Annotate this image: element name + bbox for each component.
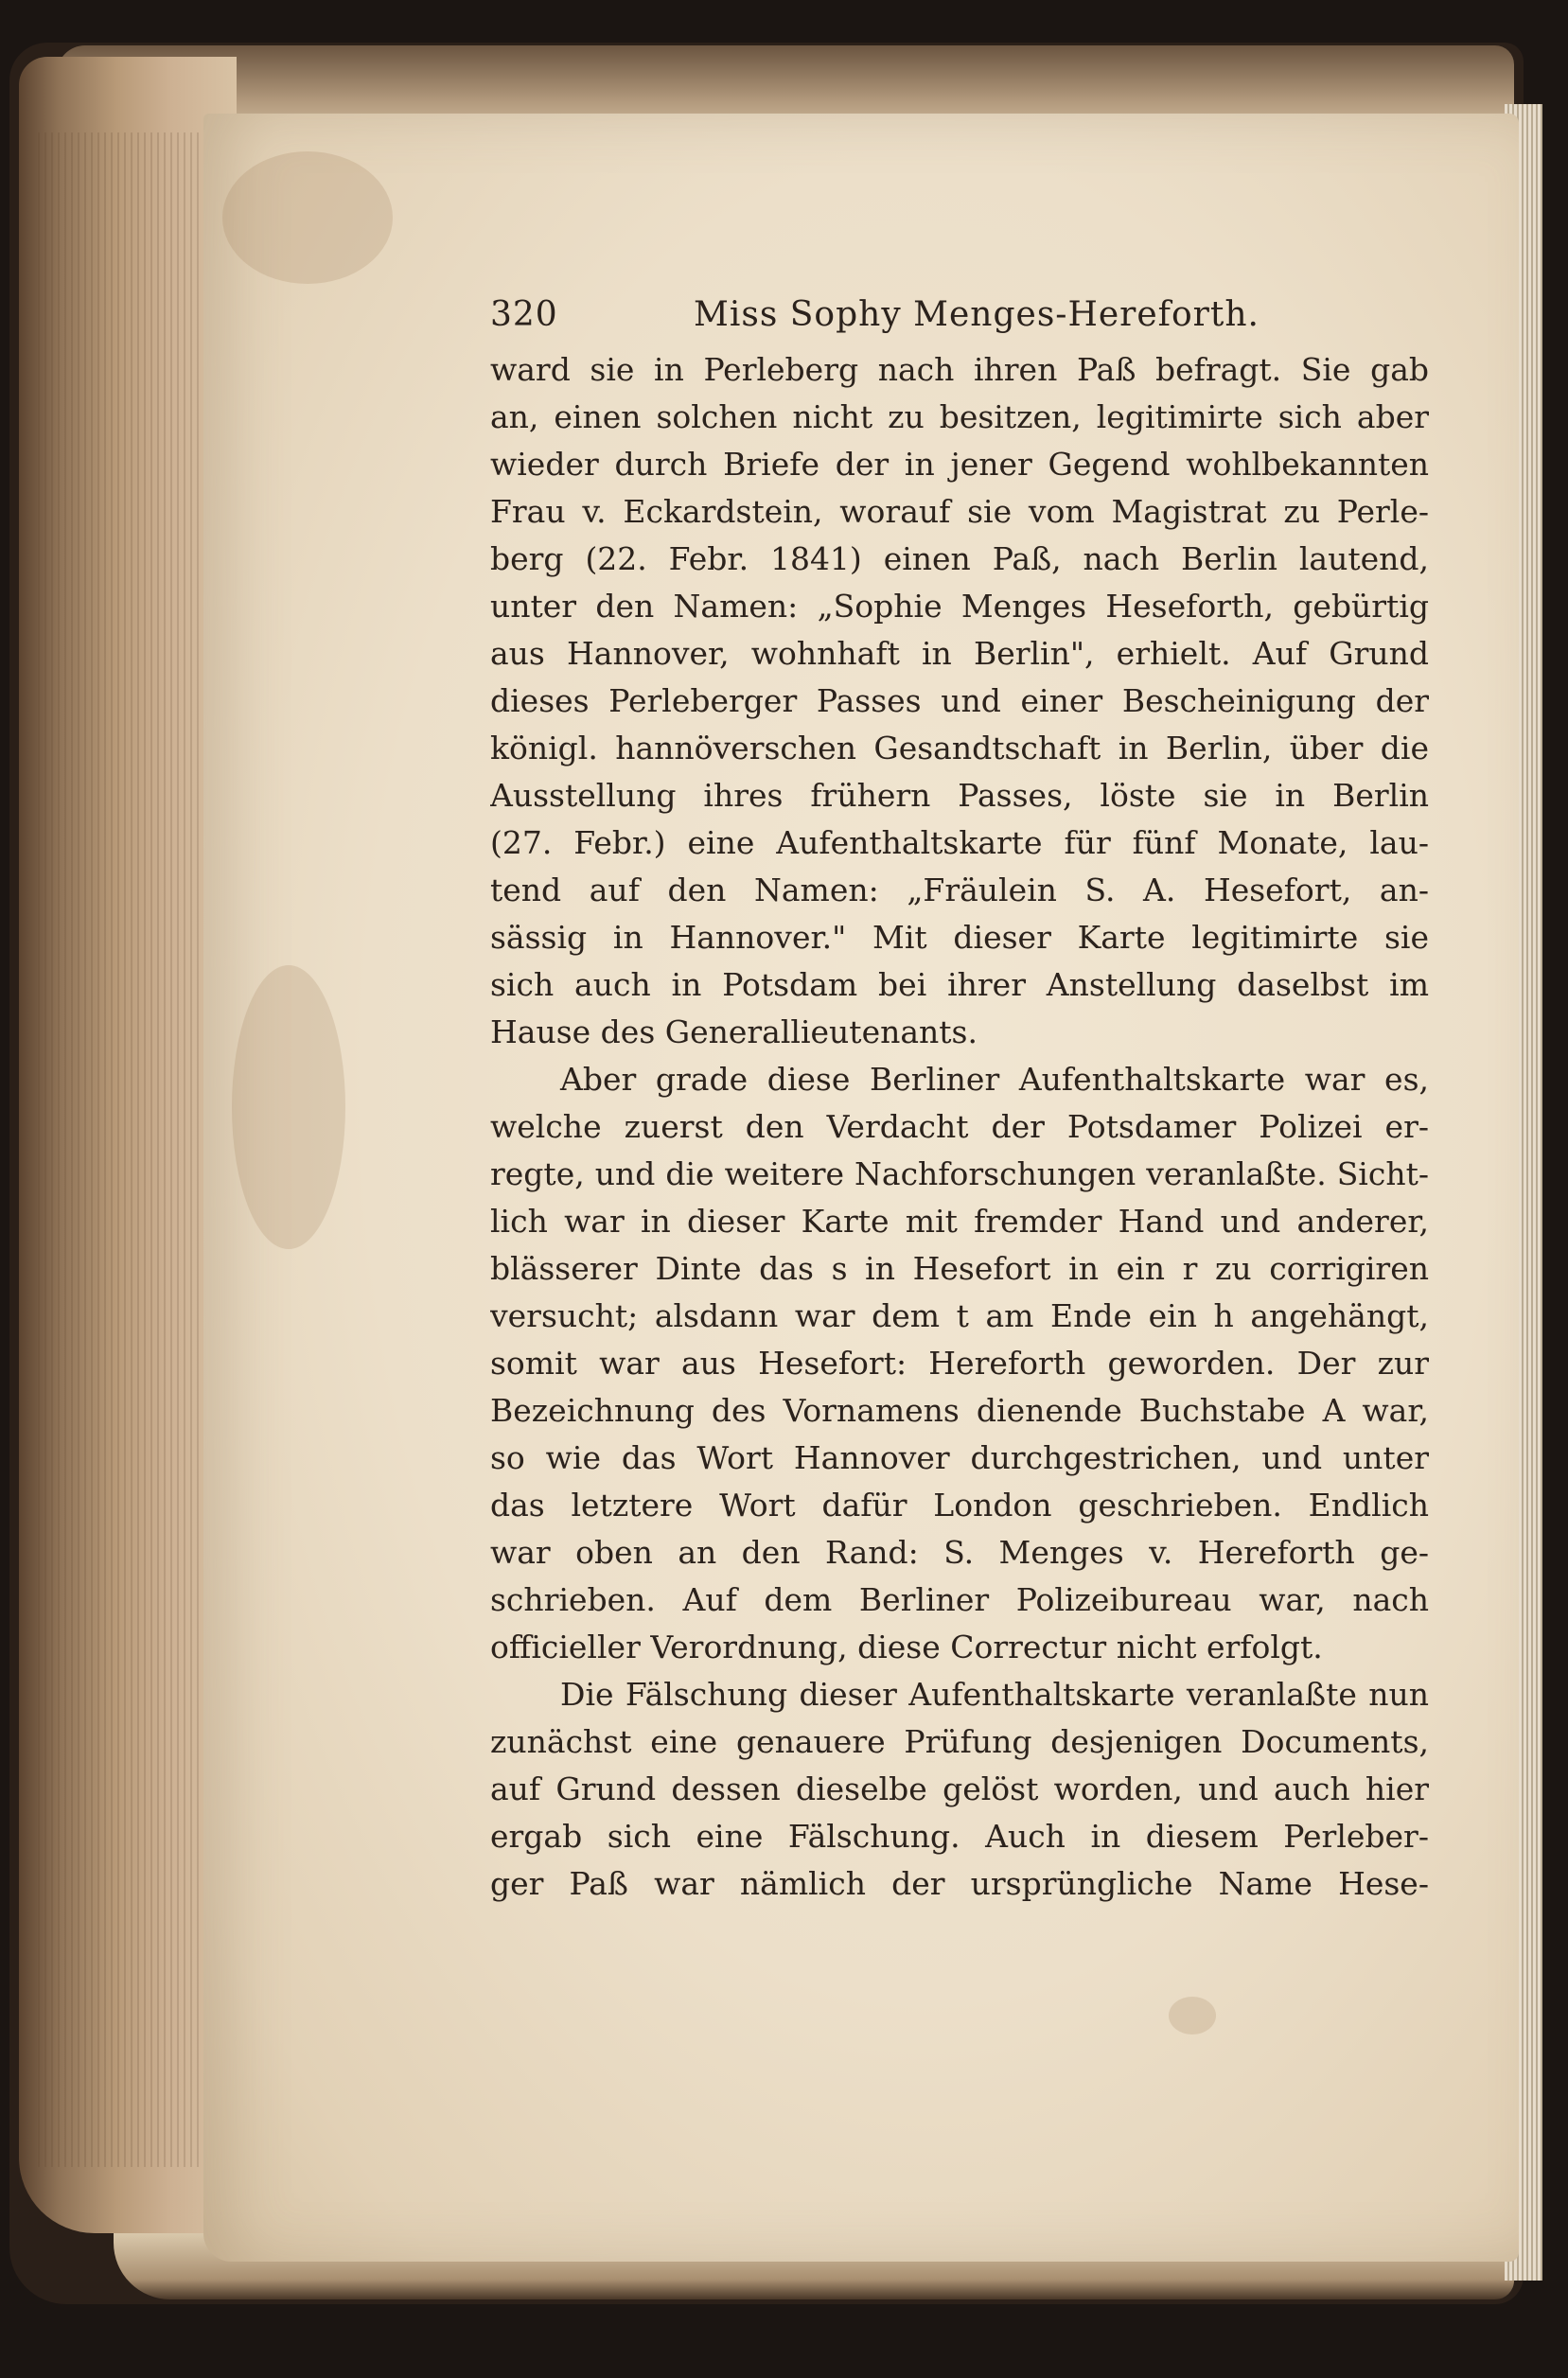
text-line: königl. hannöverschen Gesandtschaft in Berlin, über die xyxy=(490,730,1429,766)
text-line: so wie das Wort Hannover durchgestrichen, und unter xyxy=(490,1439,1429,1476)
text-line: ergab sich eine Fälschung. Auch in diesem Perleber- xyxy=(490,1818,1429,1855)
text-line: tend auf den Namen: „Fräulein S. A. Hesefort, an- xyxy=(490,872,1429,908)
text-line: berg (22. Febr. 1841) einen Paß, nach Berlin lautend, xyxy=(490,540,1429,577)
text-line: regte, und die weitere Nachforschungen veranlaßte. Sicht- xyxy=(490,1155,1429,1192)
paragraph xyxy=(490,346,1429,1056)
text-line: unter den Namen: „Sophie Menges Heseforth, gebürtig xyxy=(490,588,1429,625)
text-line: zunächst eine genauere Prüfung desjenigen Documents, xyxy=(490,1723,1429,1760)
text-line: Bezeichnung des Vornamens dienende Buchstabe A war, xyxy=(490,1392,1429,1429)
text-line: war oben an den Rand: S. Menges v. Hereforth ge- xyxy=(490,1534,1429,1571)
text-line: blässerer Dinte das s in Hesefort in ein r zu corrigiren xyxy=(490,1250,1429,1287)
text-line: (27. Febr.) eine Aufenthaltskarte für fünf Monate, lau- xyxy=(490,824,1429,861)
text-line: auf Grund dessen dieselbe gelöst worden, und auch hier xyxy=(490,1770,1429,1807)
text-line: ger Paß war nämlich der ursprüngliche Name Hese- xyxy=(490,1865,1429,1902)
text-line: versucht; alsdann war dem t am Ende ein h angehängt, xyxy=(490,1297,1429,1334)
text-line: somit war aus Hesefort: Hereforth geworden. Der zur xyxy=(490,1345,1429,1382)
text-line: Die Fälschung dieser Aufenthaltskarte veranlaßte nun xyxy=(560,1676,1429,1713)
text-line: welche zuerst den Verdacht der Potsdamer Polizei er- xyxy=(490,1108,1429,1145)
text-line: Aber grade diese Berliner Aufenthaltskarte war es, xyxy=(560,1061,1429,1098)
text-line: Hause des Generallieutenants. xyxy=(490,1013,978,1050)
text-line: an, einen solchen nicht zu besitzen, legitimirte sich aber xyxy=(490,398,1429,435)
text-line: sässig in Hannover." Mit dieser Karte legitimirte sie xyxy=(490,919,1429,956)
text-line: Frau v. Eckardstein, worauf sie vom Magistrat zu Perle- xyxy=(490,493,1429,530)
paper-stain xyxy=(1169,1997,1216,2035)
running-head xyxy=(490,295,1429,346)
text-line: lich war in dieser Karte mit fremder Hand und anderer, xyxy=(490,1203,1429,1240)
page-text xyxy=(490,295,1429,1908)
paper-stain xyxy=(222,151,393,284)
page-block-left-edge-lines xyxy=(38,132,208,2167)
paragraph xyxy=(490,1671,1429,1908)
page-number: 320 xyxy=(490,295,558,334)
text-line: aus Hannover, wohnhaft in Berlin", erhielt. Auf Grund xyxy=(490,635,1429,672)
text-line: ward sie in Perleberg nach ihren Paß befragt. Sie gab xyxy=(490,351,1429,388)
text-line: sich auch in Potsdam bei ihrer Anstellung daselbst im xyxy=(490,966,1429,1003)
running-title: Miss Sophy Menges-Hereforth. xyxy=(694,295,1260,334)
text-line: wieder durch Briefe der in jener Gegend wohlbekannten xyxy=(490,446,1429,483)
text-line: das letztere Wort dafür London geschrieben. Endlich xyxy=(490,1487,1429,1524)
text-line: officieller Verordnung, diese Correctur nicht erfolgt. xyxy=(490,1629,1323,1665)
paragraph xyxy=(490,1056,1429,1671)
text-line: schrieben. Auf dem Berliner Polizeibureau war, nach xyxy=(490,1581,1429,1618)
paper-stain xyxy=(232,965,345,1249)
text-line: Ausstellung ihres frühern Passes, löste sie in Berlin xyxy=(490,777,1429,814)
text-line: dieses Perleberger Passes und einer Bescheinigung der xyxy=(490,682,1429,719)
